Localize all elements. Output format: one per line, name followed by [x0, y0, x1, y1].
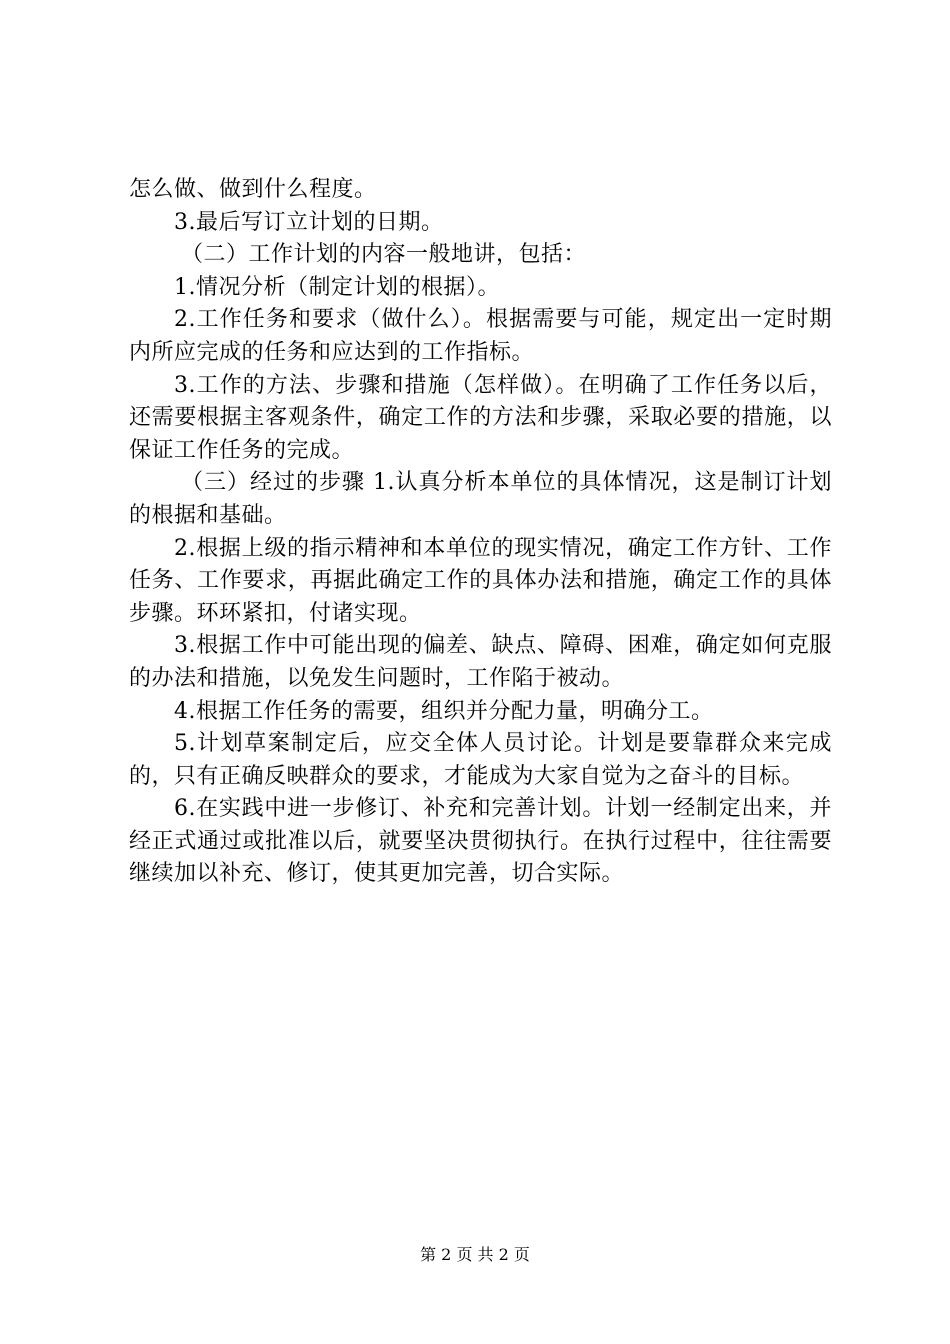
section-heading-2: （二）工作计划的内容一般地讲，包括： — [181, 242, 587, 268]
paragraph-step-4: 4.根据工作任务的需要，组织并分配力量，明确分工。 — [174, 698, 714, 724]
paragraph-step-5: 5.计划草案制定后，应交全体人员讨论。计划是要靠群众来完成的，只有正确反映群众的要求，才能成为大家自觉为之奋斗的目标。 — [129, 731, 832, 789]
paragraph-step-6: 6.在实践中进一步修订、补充和完善计划。计划一经制定出来，并经正式通过或批准以后，就要坚决贯彻执行。在执行过程中，往往需要继续加以补充、修订，使其更加完善，切合实际。 — [129, 796, 832, 887]
paragraph-step-2: 2.根据上级的指示精神和本单位的现实情况，确定工作方针、工作任务、工作要求，再据此确定工作的具体办法和措施，确定工作的具体步骤。环环紧扣，付诸实现。 — [129, 535, 832, 626]
paragraph-item-3-methods: 3.工作的方法、步骤和措施（怎样做）。在明确了工作任务以后，还需要根据主客观条件，确定工作的方法和步骤，采取必要的措施，以保证工作任务的完成。 — [129, 372, 832, 463]
paragraph-continuation: 怎么做、做到什么程度。 — [129, 177, 377, 202]
document-body — [129, 174, 832, 891]
paragraph-step-3: 3.根据工作中可能出现的偏差、缺点、障碍、困难，确定如何克服的办法和措施，以免发生问题时，工作陷于被动。 — [129, 633, 832, 691]
section-heading-3: （三）经过的步骤 1.认真分析本单位的具体情况，这是制订计划的根据和基础。 — [129, 470, 832, 528]
page-number-footer: 第 2 页 共 2 页 — [420, 1245, 530, 1264]
paragraph-item-2-tasks: 2.工作任务和要求（做什么）。根据需要与可能，规定出一定时期内所应完成的任务和应达到的工作指标。 — [129, 307, 832, 365]
paragraph-item-3-date: 3.最后写订立计划的日期。 — [174, 209, 444, 235]
paragraph-item-1-analysis: 1.情况分析（制定计划的根据）。 — [174, 274, 500, 300]
